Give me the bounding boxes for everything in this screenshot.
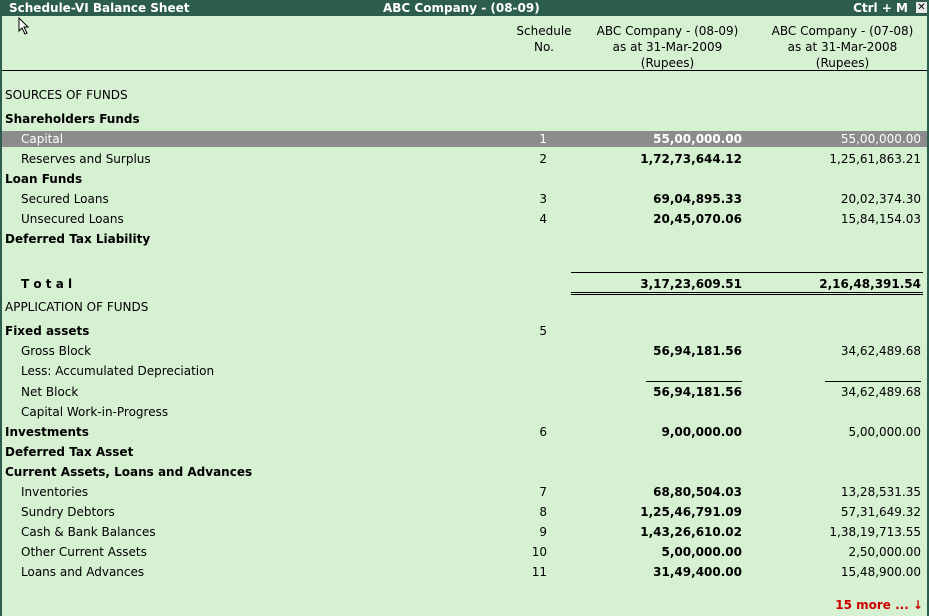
report-title: Schedule-VI Balance Sheet	[9, 1, 190, 15]
row-gross-block[interactable]: Gross Block 56,94,181.56 34,62,489.68	[21, 344, 921, 358]
net-block-rule-current	[646, 381, 742, 382]
company-title: ABC Company - (08-09)	[383, 1, 540, 15]
row-secured-loans[interactable]: Secured Loans 3 69,04,895.33 20,02,374.30	[21, 192, 921, 206]
row-other-current-assets[interactable]: Other Current Assets 10 5,00,000.00 2,50,000.00	[21, 545, 921, 559]
row-loans-advances[interactable]: Loans and Advances 11 31,49,400.00 15,48,900.00	[21, 565, 921, 579]
group-deferred-tax-asset[interactable]: Deferred Tax Asset	[5, 445, 134, 459]
group-deferred-tax-liability[interactable]: Deferred Tax Liability	[5, 232, 151, 246]
total-bottom-rule-2	[571, 294, 923, 295]
mouse-cursor-icon	[18, 17, 30, 35]
shortcut-label: Ctrl + M	[853, 1, 908, 15]
row-net-block[interactable]: Net Block 56,94,181.56 34,62,489.68	[21, 385, 921, 399]
group-current-assets[interactable]: Current Assets, Loans and Advances	[5, 465, 253, 479]
section-application[interactable]: APPLICATION OF FUNDS	[5, 300, 149, 314]
close-icon[interactable]: ✕	[917, 2, 926, 13]
column-header-schedule: Schedule No.	[516, 24, 572, 54]
row-capital-wip[interactable]: Capital Work-in-Progress	[21, 405, 169, 419]
column-header-previous: ABC Company - (07-08) as at 31-Mar-2008 (Rupees)	[771, 24, 914, 70]
section-sources[interactable]: SOURCES OF FUNDS	[5, 88, 128, 102]
header-separator	[2, 70, 927, 71]
row-total[interactable]: T o t a l 3,17,23,609.51 2,16,48,391.54	[21, 277, 921, 291]
group-fixed-assets[interactable]: Fixed assets 5	[5, 324, 547, 338]
row-cash-bank[interactable]: Cash & Bank Balances 9 1,43,26,610.02 1,38,19,713.55	[21, 525, 921, 539]
row-reserves[interactable]: Reserves and Surplus 2 1,72,73,644.12 1,25,61,863.21	[21, 152, 921, 166]
title-bar	[0, 0, 929, 16]
total-top-rule	[571, 272, 923, 273]
row-sundry-debtors[interactable]: Sundry Debtors 8 1,25,46,791.09 57,31,649.32	[21, 505, 921, 519]
net-block-rule-previous	[825, 381, 921, 382]
row-inventories[interactable]: Inventories 7 68,80,504.03 13,28,531.35	[21, 485, 921, 499]
row-unsecured-loans[interactable]: Unsecured Loans 4 20,45,070.06 15,84,154.03	[21, 212, 921, 226]
more-rows-indicator[interactable]: 15 more ... ↓	[835, 598, 923, 612]
column-header-current: ABC Company - (08-09) as at 31-Mar-2009 (Rupees)	[596, 24, 739, 70]
row-investments[interactable]: Investments 6 9,00,000.00 5,00,000.00	[5, 425, 921, 439]
group-loan-funds[interactable]: Loan Funds	[5, 172, 83, 186]
group-shareholders-funds[interactable]: Shareholders Funds	[5, 112, 140, 126]
total-bottom-rule-1	[571, 292, 923, 293]
row-capital[interactable]: Capital 1 55,00,000.00 55,00,000.00	[2, 131, 927, 147]
row-accumulated-depreciation[interactable]: Less: Accumulated Depreciation	[21, 364, 215, 378]
